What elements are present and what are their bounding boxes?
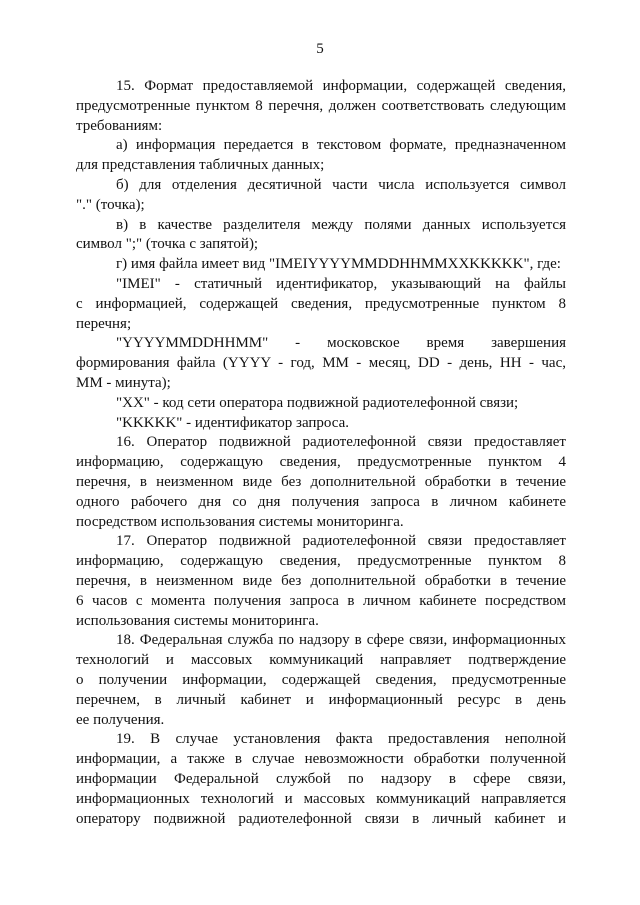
text-line: о получении информации, содержащей сведения, предусмотренные: [76, 672, 566, 688]
text-line: формирования файла (YYYY - год, MM - месяц, DD - день, HH - час,: [76, 355, 566, 372]
text-line: технологий и массовых коммуникаций направляет подтверждение: [76, 652, 566, 669]
text-line: MM - минута);: [76, 375, 171, 391]
text-line: 19. В случае установления факта предоставления неполной: [116, 731, 566, 748]
text-line: символ ";" (точка с запятой);: [76, 236, 259, 253]
text-line: использования системы мониторинга.: [76, 612, 319, 629]
text-line: посредством использования системы мониторинга.: [76, 513, 404, 530]
text-line: 6 часов с момента получения запроса в личном кабинете посредством: [76, 592, 566, 609]
text-line: "IMEI" - статичный идентификатор, указывающий на файлы: [116, 276, 566, 292]
text-line: "." (точка);: [76, 196, 145, 213]
text-line: перечня;: [76, 315, 132, 332]
text-line: информационных технологий и массовых коммуникаций направляется: [76, 790, 566, 807]
page-number: 5: [316, 41, 324, 57]
text-line: "YYYYMMDDHHMM" - московское время завершения: [116, 335, 566, 352]
text-line: одного рабочего дня со дня получения запроса в личном кабинете: [76, 493, 566, 510]
text-line: 15. Формат предоставляемой информации, содержащей сведения,: [116, 78, 566, 94]
text-line: информации, а также в случае невозможности обработки полученной: [76, 751, 566, 768]
text-line: б) для отделения десятичной части числа используется символ: [116, 177, 566, 193]
text-line: перечнем, в личный кабинет и информационный ресурс в день: [76, 691, 566, 708]
text-line: информацию, содержащую сведения, предусмотренные пунктом 4: [76, 454, 566, 471]
text-line: г) имя файла имеет вид "IMEIYYYYMMDDHHMMXXKKKKK", где:: [116, 256, 561, 273]
text-line: для представления табличных данных;: [76, 157, 325, 174]
text-line: а) информация передается в текстовом формате, предназначенном: [116, 137, 566, 154]
text-line: "KKKKK" - идентификатор запроса.: [116, 414, 350, 431]
text-line: информацию, содержащую сведения, предусмотренные пунктом 8: [76, 553, 566, 570]
text-line: предусмотренные пунктом 8 перечня, должен соответствовать следующим: [76, 97, 566, 114]
text-line: "XX" - код сети оператора подвижной радиотелефонной связи;: [116, 394, 519, 411]
text-line: перечня, в неизменном виде без дополнительной обработки в течение: [76, 474, 566, 490]
text-line: оператору подвижной радиотелефонной связи в личный кабинет и: [76, 810, 566, 827]
text-line: информации Федеральной службой по надзору в сфере связи,: [76, 771, 566, 787]
text-line: ее получения.: [76, 711, 165, 728]
text-line: 17. Оператор подвижной радиотелефонной связи предоставляет: [116, 533, 566, 550]
text-line: с информацией, содержащей сведения, предусмотренные пунктом 8: [76, 295, 566, 312]
text-line: в) в качестве разделителя между полями данных используется: [116, 216, 566, 233]
text-line: 16. Оператор подвижной радиотелефонной связи предоставляет: [116, 434, 566, 451]
text-line: 18. Федеральная служба по надзору в сфере связи, информационных: [116, 632, 566, 649]
text-line: перечня, в неизменном виде без дополнительной обработки в течение: [76, 573, 566, 589]
text-line: требованиям:: [76, 117, 163, 134]
